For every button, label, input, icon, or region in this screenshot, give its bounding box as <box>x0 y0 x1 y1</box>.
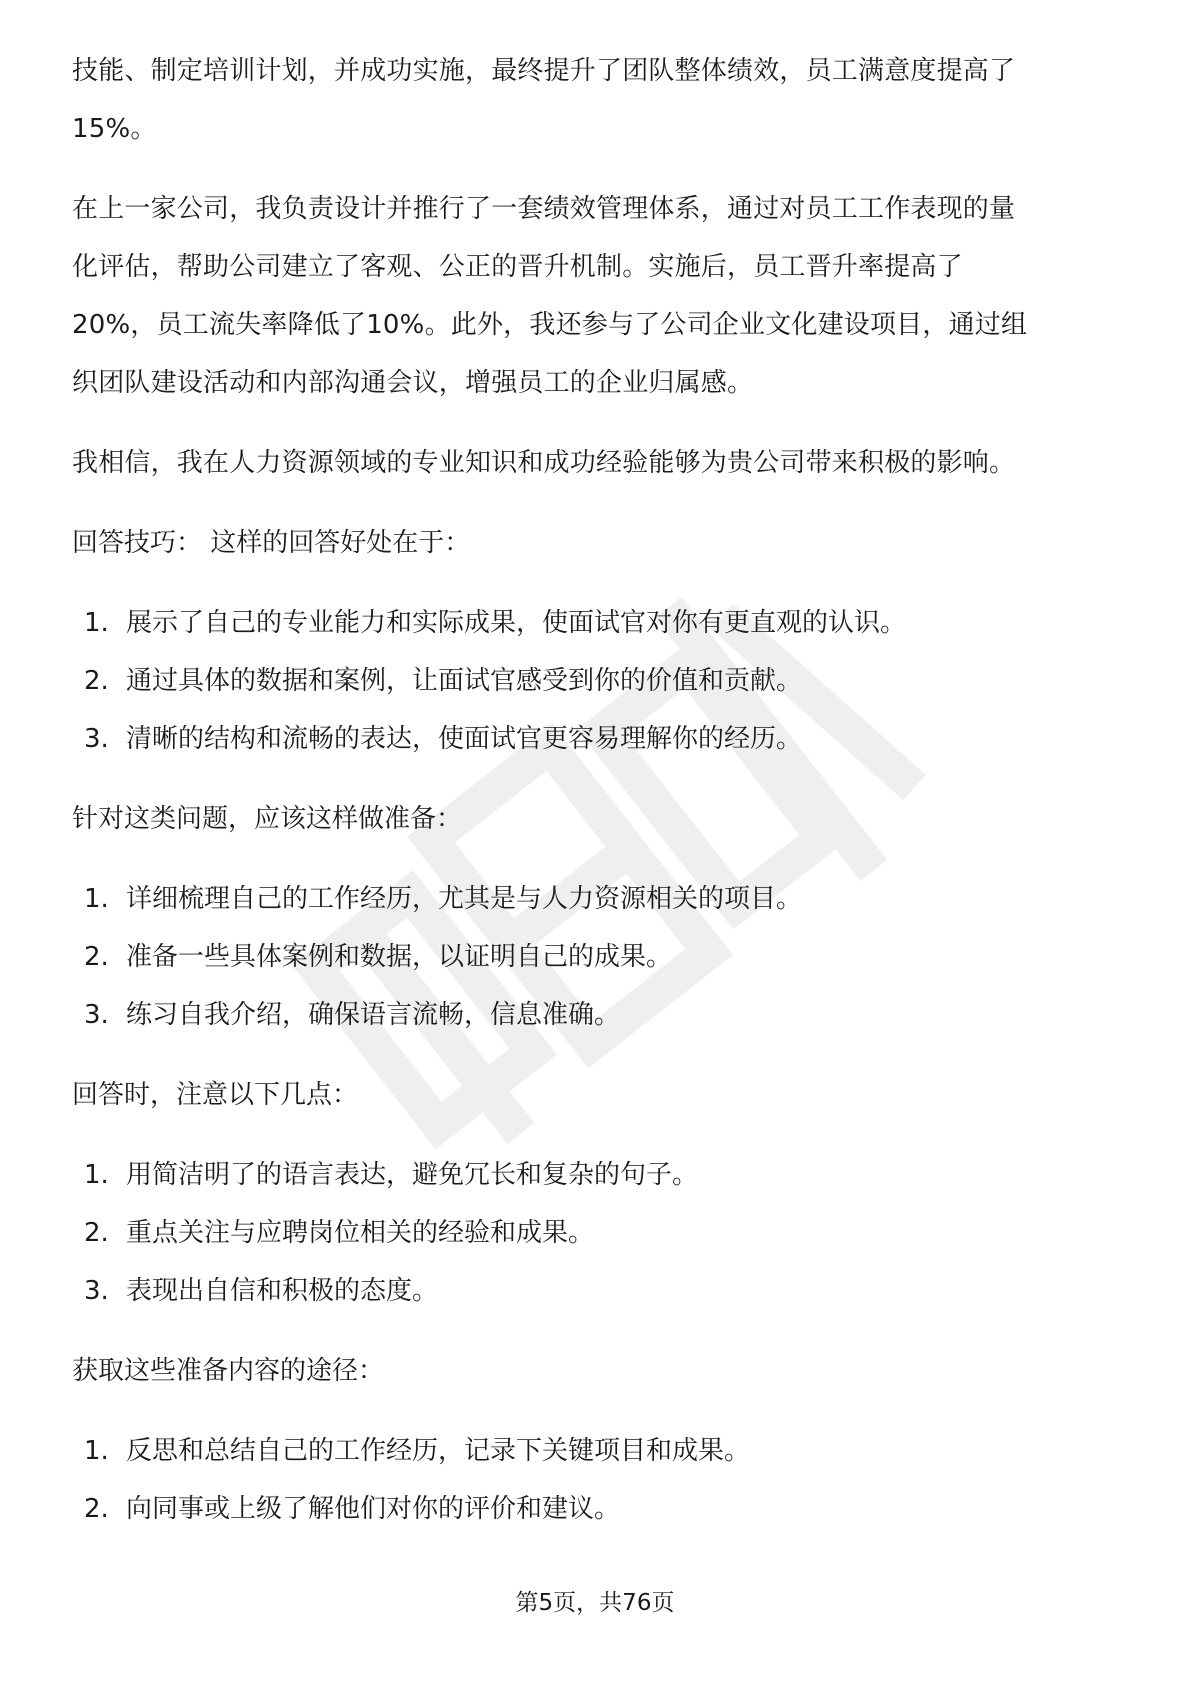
list-item <box>72 1204 1122 1262</box>
document-page <box>72 42 1122 1560</box>
list-number: 3. <box>84 1276 109 1306</box>
text-line: 20%，员工流失率降低了10%。此外，我还参与了公司企业文化建设项目，通过组 <box>72 310 1028 340</box>
list-text: 展示了自己的专业能力和实际成果，使面试官对你有更直观的认识。 <box>126 608 907 638</box>
list-item <box>72 1262 1122 1320</box>
list-number: 2. <box>84 666 109 696</box>
list-item <box>72 652 1122 710</box>
list-number: 2. <box>84 942 109 972</box>
text-line: 技能、制定培训计划，并成功实施，最终提升了团队整体绩效，员工满意度提高了 <box>72 56 1016 86</box>
text-line: 化评估，帮助公司建立了客观、公正的晋升机制。实施后，员工晋升率提高了 <box>72 252 963 282</box>
list-text: 清晰的结构和流畅的表达，使面试官更容易理解你的经历。 <box>126 724 803 754</box>
section-heading-sources: 获取这些准备内容的途径： <box>72 1356 385 1386</box>
list-sources <box>72 1422 1122 1538</box>
list-text: 准备一些具体案例和数据，以证明自己的成果。 <box>126 942 673 972</box>
list-number: 3. <box>84 724 109 754</box>
text-line: 在上一家公司，我负责设计并推行了一套绩效管理体系，通过对员工工作表现的量 <box>72 194 1016 224</box>
list-number: 1. <box>84 1436 109 1466</box>
list-text: 用简洁明了的语言表达，避免冗长和复杂的句子。 <box>126 1160 699 1190</box>
page-number-footer: 第5页，共76页 <box>515 1590 675 1616</box>
section-heading-answer-tips: 回答技巧： 这样的回答好处在于： <box>72 528 471 558</box>
list-answer-notes <box>72 1146 1122 1320</box>
list-item <box>72 1146 1122 1204</box>
list-item <box>72 1480 1122 1538</box>
list-item <box>72 928 1122 986</box>
section-heading-answer-notes: 回答时，注意以下几点： <box>72 1080 359 1110</box>
list-number: 2. <box>84 1218 109 1248</box>
list-item <box>72 594 1122 652</box>
paragraph-belief: 我相信，我在人力资源领域的专业知识和成功经验能够为贵公司带来积极的影响。 <box>72 448 1016 478</box>
list-preparation <box>72 870 1122 1044</box>
list-text: 向同事或上级了解他们对你的评价和建议。 <box>126 1494 621 1524</box>
paragraph-continuation <box>72 42 1122 158</box>
list-text: 表现出自信和积极的态度。 <box>126 1276 439 1306</box>
list-number: 1. <box>84 884 109 914</box>
paragraph-previous-company <box>72 180 1122 412</box>
list-number: 2. <box>84 1494 109 1524</box>
list-text: 重点关注与应聘岗位相关的经验和成果。 <box>126 1218 595 1248</box>
list-text: 通过具体的数据和案例，让面试官感受到你的价值和贡献。 <box>126 666 803 696</box>
list-item <box>72 986 1122 1044</box>
list-text: 反思和总结自己的工作经历，记录下关键项目和成果。 <box>126 1436 751 1466</box>
list-item <box>72 870 1122 928</box>
text-line: 15%。 <box>72 114 157 144</box>
section-heading-preparation: 针对这类问题，应该这样做准备： <box>72 804 463 834</box>
list-text: 练习自我介绍，确保语言流畅，信息准确。 <box>126 1000 621 1030</box>
list-answer-tips <box>72 594 1122 768</box>
list-number: 1. <box>84 608 109 638</box>
list-number: 3. <box>84 1000 109 1030</box>
list-number: 1. <box>84 1160 109 1190</box>
list-item <box>72 710 1122 768</box>
list-item <box>72 1422 1122 1480</box>
list-text: 详细梳理自己的工作经历，尤其是与人力资源相关的项目。 <box>126 884 803 914</box>
text-line: 织团队建设活动和内部沟通会议，增强员工的企业归属感。 <box>72 368 754 398</box>
